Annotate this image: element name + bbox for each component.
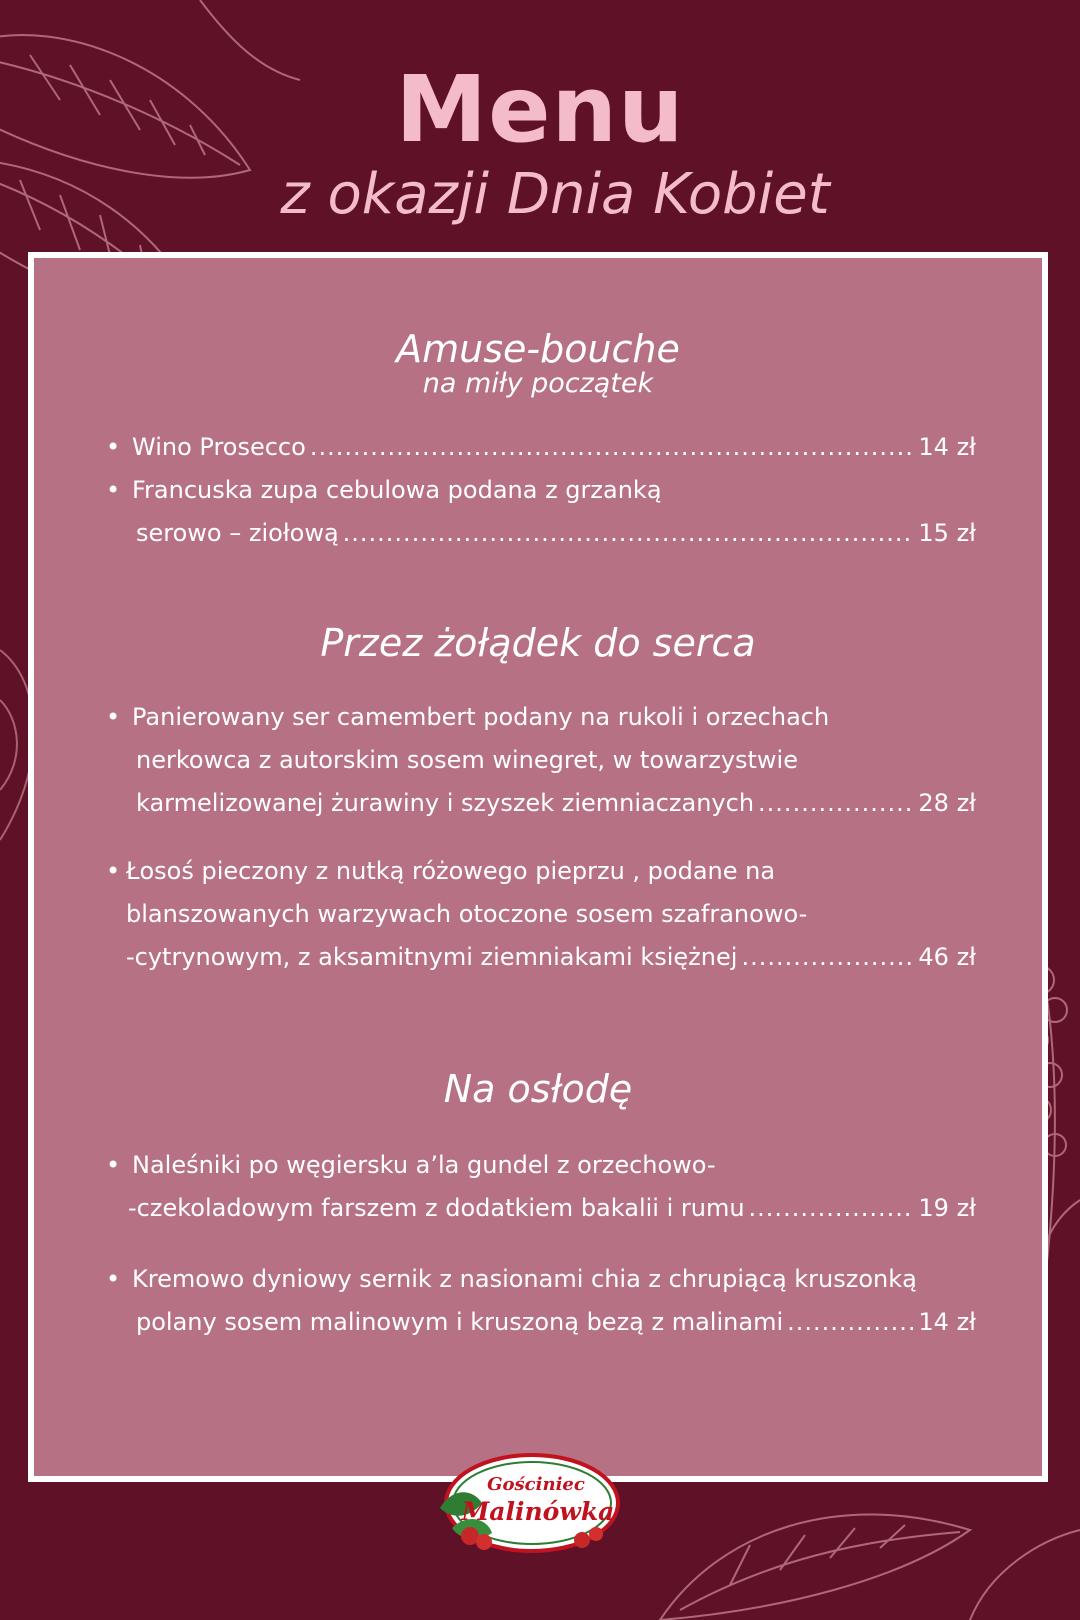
menu-item-onion-soup: • Francuska zupa cebulowa podana z grzanką serowo – ziołową ..... 15 zł: [106, 469, 976, 555]
menu-item-salmon: • Łosoś pieczony z nutką różowego pieprzu , podane na blanszowanych warzywach otoczone sosem szafranowo- -cytrynowym, z aksamitnymi ziemniakami księżnej ..... 46 zł: [106, 850, 976, 979]
menu-subtitle: z okazji Dnia Kobiet: [280, 162, 830, 227]
logo-text-line1: Gościniec: [487, 1474, 585, 1495]
section-title-desserts: Na osłodę: [443, 1067, 633, 1111]
item-price: 19 zł: [918, 1194, 976, 1222]
section-subtitle-amuse-bouche: na miły początek: [422, 368, 654, 399]
item-price: 14 zł: [918, 433, 976, 461]
leaf-decoration-bottom-right: [640, 1470, 1080, 1620]
restaurant-logo: [432, 1448, 632, 1558]
item-price: 15 zł: [918, 519, 976, 547]
menu-panel: [28, 252, 1048, 1482]
logo-text-line2: Malinówka: [461, 1497, 615, 1526]
menu-item-prosecco: • Wino Prosecco ..... 14 zł: [106, 426, 976, 469]
menu-item-camembert: • Panierowany ser camembert podany na rukoli i orzechach nerkowca z autorskim sosem winegret, w towarzystwie karmelizowanej żurawiny i szyszek ziemniaczanych ..... 28 zł: [106, 696, 976, 825]
header: [0, 56, 1080, 230]
section-title-amuse-bouche: Amuse-bouche: [396, 327, 680, 371]
menu-title: Menu: [395, 56, 685, 163]
menu-item-pancakes: • Naleśniki po węgiersku a’la gundel z orzechowo- -czekoladowym farszem z dodatkiem bakalii i rumu ..... 19 zł: [106, 1144, 976, 1230]
menu-item-cheesecake: • Kremowo dyniowy sernik z nasionami chia z chrupiącą kruszonką polany sosem malinowym i kruszoną bezą z malinami ..... 14 zł: [106, 1258, 976, 1344]
item-price: 28 zł: [918, 789, 976, 817]
item-price: 46 zł: [918, 943, 976, 971]
section-title-mains: Przez żołądek do serca: [320, 621, 756, 665]
item-price: 14 zł: [918, 1308, 976, 1336]
